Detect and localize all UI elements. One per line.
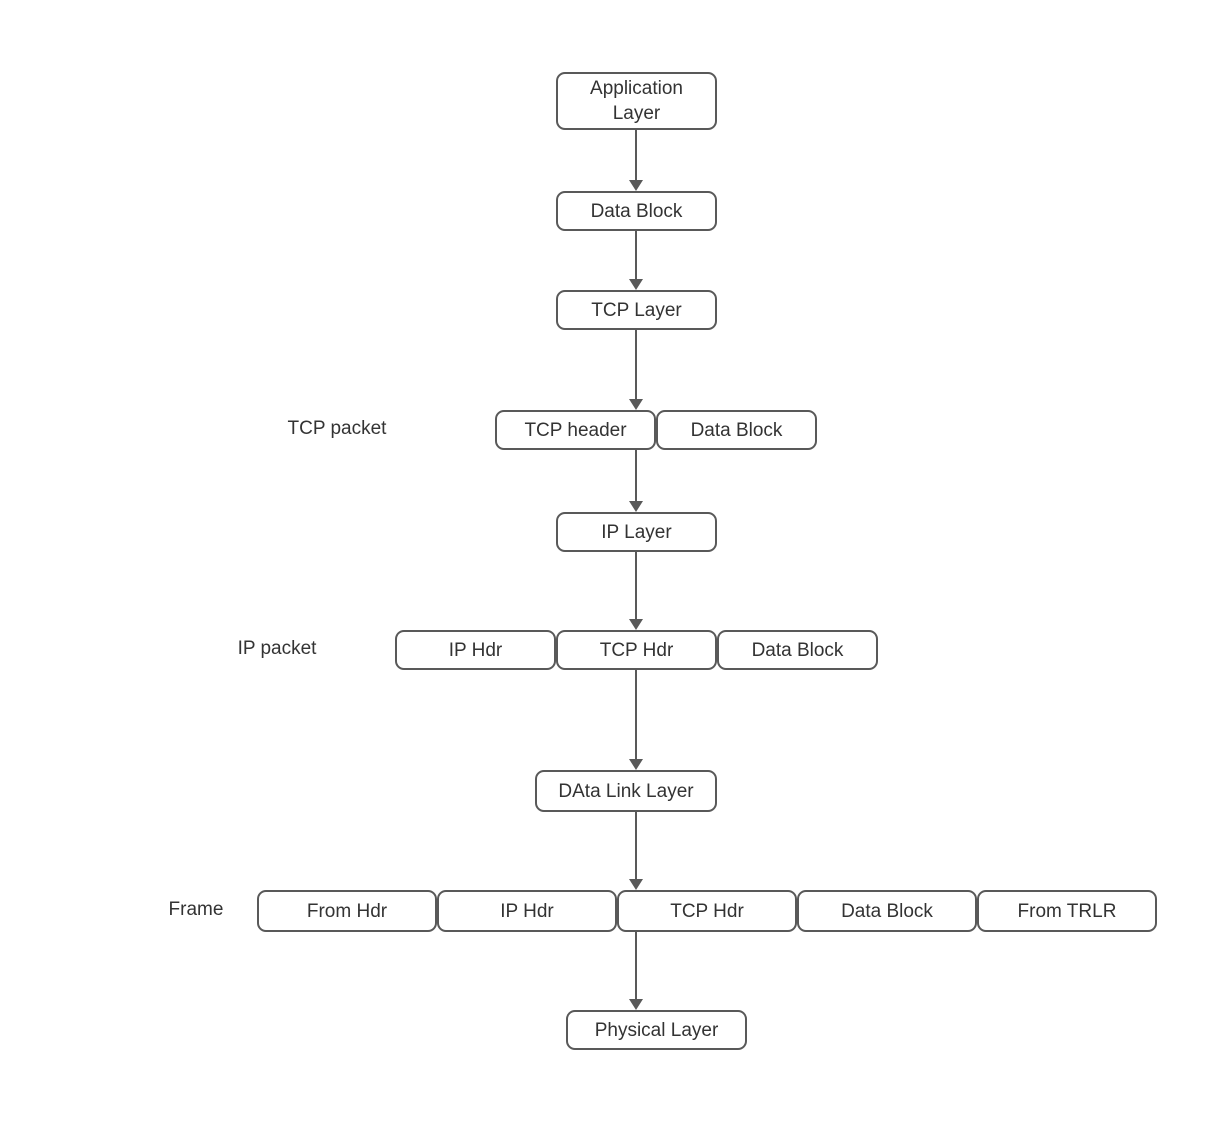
arrow-head-icon — [629, 999, 643, 1010]
label-tcp-packet: TCP packet — [287, 418, 387, 439]
arrow-head-icon — [629, 399, 643, 410]
arrow-head-icon — [629, 501, 643, 512]
row-frame-box-from-trlr — [977, 890, 1157, 932]
row-frame-box-data-block — [797, 890, 977, 932]
row-ip-packet-box-tcp-hdr — [556, 630, 717, 670]
arrow-datalink-to-frame — [629, 812, 643, 890]
node-tcp-layer-label: TCP Layer — [591, 299, 682, 321]
arrow-frame-to-physical — [629, 932, 643, 1010]
node-data-link-layer — [535, 770, 717, 812]
box-label: TCP Hdr — [599, 639, 674, 661]
row-frame — [257, 890, 1157, 932]
arrow-head-icon — [629, 279, 643, 290]
row-frame-box-ip-hdr — [437, 890, 617, 932]
row-ip-packet-box-ip-hdr — [395, 630, 556, 670]
row-ip-packet — [395, 630, 878, 670]
node-data-link-layer-label: DAta Link Layer — [558, 780, 694, 802]
node-ip-layer-label: IP Layer — [601, 521, 672, 543]
arrow-shaft — [635, 552, 637, 620]
node-physical-layer — [566, 1010, 747, 1050]
box-label: IP Hdr — [500, 900, 554, 922]
node-ip-layer — [556, 512, 717, 552]
box-label: Data Block — [690, 419, 783, 441]
label-ip-packet: IP packet — [237, 638, 317, 659]
box-label: TCP header — [524, 419, 627, 441]
box-label: From Hdr — [306, 900, 388, 922]
arrow-shaft — [635, 130, 637, 181]
arrow-application-to-datablock — [629, 130, 643, 191]
row-tcp-packet — [495, 410, 817, 450]
arrow-shaft — [635, 670, 637, 760]
row-frame-box-tcp-hdr — [617, 890, 797, 932]
arrow-shaft — [635, 450, 637, 502]
label-frame: Frame — [168, 899, 224, 920]
box-label: IP Hdr — [448, 639, 503, 661]
arrow-iplayer-to-ippacket — [629, 552, 643, 630]
row-tcp-packet-box-tcp-header — [495, 410, 656, 450]
arrow-tcplayer-to-tcppacket — [629, 330, 643, 410]
row-frame-box-from-hdr — [257, 890, 437, 932]
arrow-tcppacket-to-iplayer — [629, 450, 643, 512]
arrow-head-icon — [629, 759, 643, 770]
arrow-head-icon — [629, 879, 643, 890]
row-ip-packet-box-data-block — [717, 630, 878, 670]
arrow-head-icon — [629, 180, 643, 191]
node-application-layer — [556, 72, 717, 130]
row-tcp-packet-box-data-block — [656, 410, 817, 450]
box-label: Data Block — [841, 900, 933, 922]
arrow-datablock-to-tcplayer — [629, 231, 643, 290]
box-label: Data Block — [751, 639, 844, 661]
node-data-block-label: Data Block — [590, 200, 683, 222]
node-data-block — [556, 191, 717, 231]
arrow-shaft — [635, 231, 637, 280]
arrow-shaft — [635, 330, 637, 400]
arrow-shaft — [635, 932, 637, 1000]
node-tcp-layer — [556, 290, 717, 330]
node-physical-layer-label: Physical Layer — [594, 1019, 719, 1041]
box-label: From TRLR — [1017, 900, 1117, 922]
arrow-shaft — [635, 812, 637, 880]
node-application-layer-label: Application Layer — [590, 78, 683, 124]
arrow-ippacket-to-datalink — [629, 670, 643, 770]
box-label: TCP Hdr — [670, 900, 744, 922]
arrow-head-icon — [629, 619, 643, 630]
